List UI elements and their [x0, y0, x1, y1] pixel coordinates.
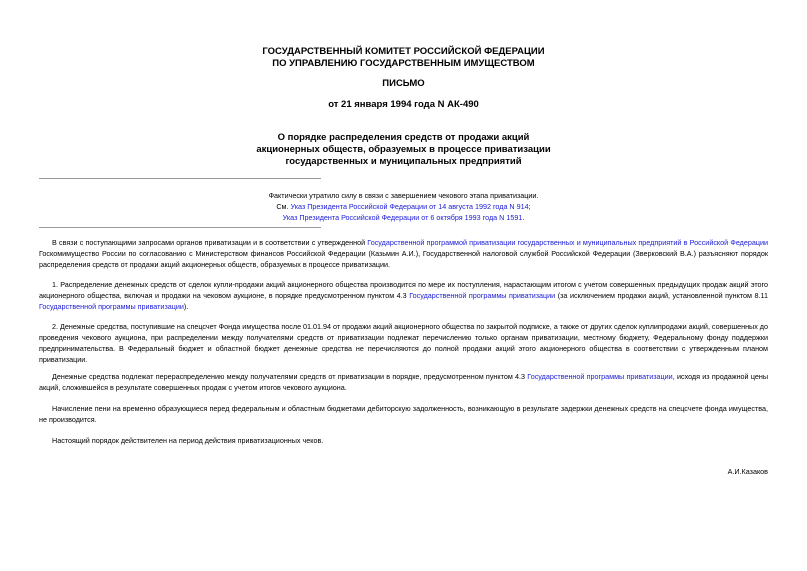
p2-text-b: (за исключением продажи акций, установленной пунктом 8.11: [555, 291, 768, 300]
paragraph-1: [39, 279, 768, 312]
see-prefix: См.: [276, 202, 291, 211]
p4-text-b: , исходя из продажной цены акций, сложившейся в результате совершенных продаж с учетом итогов чекового аукциона.: [39, 372, 768, 392]
issuing-authority: [0, 46, 807, 70]
subject-line-2: акционерных обществ, образуемых в процессе приватизации: [256, 144, 551, 155]
status-note-see-1: [0, 202, 807, 213]
state-program-link-2[interactable]: Государственной программы приватизации: [39, 302, 184, 311]
document-type: ПИСЬМО: [382, 78, 425, 89]
decree-914-link[interactable]: Указ Президента Российской Федерации от 14 августа 1992 года N 914: [290, 202, 529, 211]
link1-suffix: ;: [528, 202, 531, 211]
divider-top: [39, 178, 321, 179]
paragraph-3: [39, 371, 768, 393]
paragraph-2: 2. Денежные средства, поступившие на спецсчет Фонда имущества после 01.01.94 от продажи акций акционерного общества по закрытой подписке, а также от других сделок куплипродажи акций, совершенных до проведения чекового аукциона, при распределении между получателями средств от приватизации подлежат перечислению только органам приватизации, местному бюджету, Федеральному фонду поддержки предпринимательства. В Федеральный бюджет и областной бюджет денежные средства не перечисляются до полной продажи акций этого акционерного общества в соответствии с утвержденным планом приватизации.: [39, 322, 768, 364]
state-program-link-3[interactable]: Государственной программы приватизации: [527, 372, 673, 381]
status-note-see-2: [0, 213, 807, 224]
paragraph-4: Начисление пени на временно образующиеся перед федеральным и областным бюджетами дебиторскую задолженность, возникающую в результате задержки денежных средств на спецсчете фонда имущества, не производится.: [39, 404, 768, 424]
subject-line-3: государственных и муниципальных предприятий: [285, 156, 522, 167]
org-line-1: ГОСУДАРСТВЕННЫЙ КОМИТЕТ РОССИЙСКОЙ ФЕДЕРАЦИИ: [262, 46, 545, 57]
state-program-full-link[interactable]: Государственной программой приватизации государственных и муниципальных предприятий в Российской Федерации: [367, 238, 768, 247]
state-program-link-1[interactable]: Государственной программы приватизации: [409, 291, 556, 300]
link2-suffix: .: [522, 213, 525, 222]
p1-text-b: Госкомимущество России по согласованию с Министерством финансов Российской Федерации (Казьмин А.И.), Государственной налоговой службой Российской Федерации (Зверковский В.А.) разъясняют порядок распределения средств от продажи акций акционерных обществ, образуемых в процессе приватизации.: [39, 249, 768, 269]
org-line-2: ПО УПРАВЛЕНИЮ ГОСУДАРСТВЕННЫМ ИМУЩЕСТВОМ: [272, 58, 535, 69]
document-date-number: от 21 января 1994 года N АК-490: [328, 99, 479, 110]
p2-text-c: ).: [183, 302, 189, 311]
p1-text-a: В связи с поступающими запросами органов приватизации и в соответствии с утвержденной: [52, 238, 368, 247]
paragraph-5: Настоящий порядок действителен на период действия приватизационных чеков.: [52, 436, 324, 445]
signature: А.И.Казаков: [727, 467, 768, 476]
p4-text-a: Денежные средства подлежат перераспределению между получателями средств от приватизации в порядке, предусмотренном пунктом 4.3: [52, 372, 528, 381]
document-subject: [0, 132, 807, 168]
p2-text-a: 1. Распределение денежных средств от сделок купли-продажи акций акционерного общества производится по мере их поступления, нарастающим итогом с учетом совершенных предыдущих продаж акций этого акционерного общества, включая и продажи на чековом аукционе, в порядке предусмотренном пунктом 4.3: [39, 280, 768, 300]
divider-bottom: [39, 227, 321, 228]
decree-1591-link[interactable]: Указ Президента Российской Федерации от 6 октября 1993 года N 1591: [282, 213, 523, 222]
status-note-text: Фактически утратило силу в связи с завершением чекового этапа приватизации.: [268, 191, 539, 200]
paragraph-intro: [39, 237, 768, 270]
subject-line-1: О порядке распределения средств от продажи акций: [277, 132, 530, 143]
